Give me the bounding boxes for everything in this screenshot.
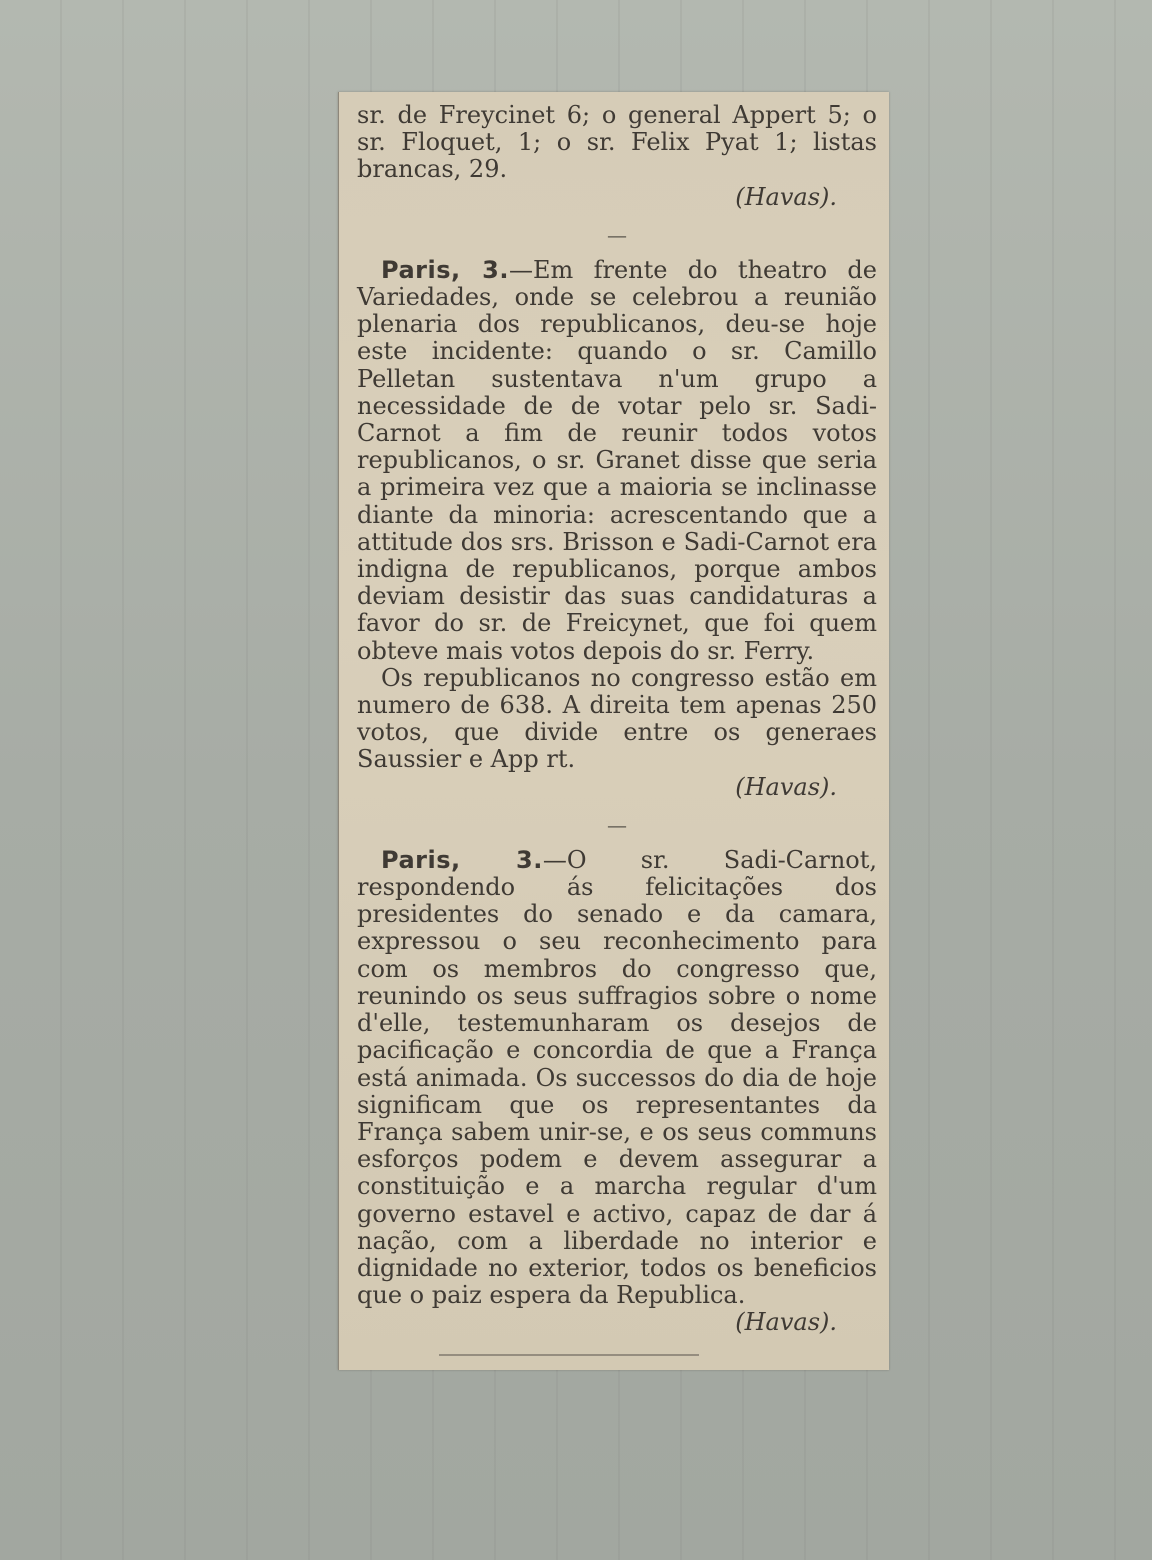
- dispatch1-paragraph2: [357, 665, 877, 801]
- end-rule: [439, 1354, 699, 1356]
- newspaper-clipping: [338, 92, 889, 1370]
- lead-paragraph: [357, 102, 877, 211]
- dispatch2-paragraph1: [357, 847, 877, 1337]
- separator-1: —: [607, 222, 627, 247]
- dispatch2-text1: —O sr. Sadi-Carnot, respondendo ás felicitações dos presidentes do senado e da camara, expressou o seu reconhecimento para com os membros do congresso que, reunindo os seus suffragios sobre o nome d'elle, testemunharam os desejos de pacificação e concordia de que a França está animada. Os successos do dia de hoje significam que os representantes da França sabem unir-se, e os seus communs esforços podem e devem assegurar a constituição e a marcha regular d'um governo estavel e activo, capaz de dar á nação, com a liberdade no interior e dignidade no exterior, todos os beneficios que o paiz espera da Republica.: [357, 845, 877, 1310]
- dispatch1-text2: Os republicanos no congresso estão em numero de 638. A direita tem apenas 250 votos, que divide entre os generaes Saussier e App rt.: [357, 663, 877, 774]
- dispatch1-paragraph1: [357, 257, 877, 665]
- dispatch1-text1: —Em frente do theatro de Variedades, onde se celebrou a reunião plenaria dos republicanos, deu-se hoje este incidente: quando o sr. Camillo Pelletan sustentava n'um grupo a necessidade de de votar pelo sr. Sadi-Carnot a fim de reunir todos votos republicanos, o sr. Granet disse que seria a primeira vez que a maioria se inclinasse diante da minoria: acrescentando que a attitude dos srs. Brisson e Sadi-Carnot era indigna de republicanos, porque ambos deviam desistir das suas candidaturas a favor do sr. de Freicynet, que foi quem obteve mais votos depois do sr. Ferry.: [357, 255, 877, 665]
- article-column: [357, 102, 877, 1337]
- dispatch1-dateline: Paris, 3.: [381, 255, 509, 284]
- separator-2: —: [607, 812, 627, 837]
- lead-text: sr. de Freycinet 6; o general Appert 5; o sr. Floquet, 1; o sr. Felix Pyat 1; listas brancas, 29.: [357, 101, 877, 184]
- dispatch1-signature: (Havas).: [735, 772, 837, 801]
- lead-signature: (Havas).: [735, 182, 837, 211]
- dispatch2-dateline: Paris, 3.: [381, 845, 543, 874]
- dispatch2-signature: (Havas).: [735, 1308, 837, 1337]
